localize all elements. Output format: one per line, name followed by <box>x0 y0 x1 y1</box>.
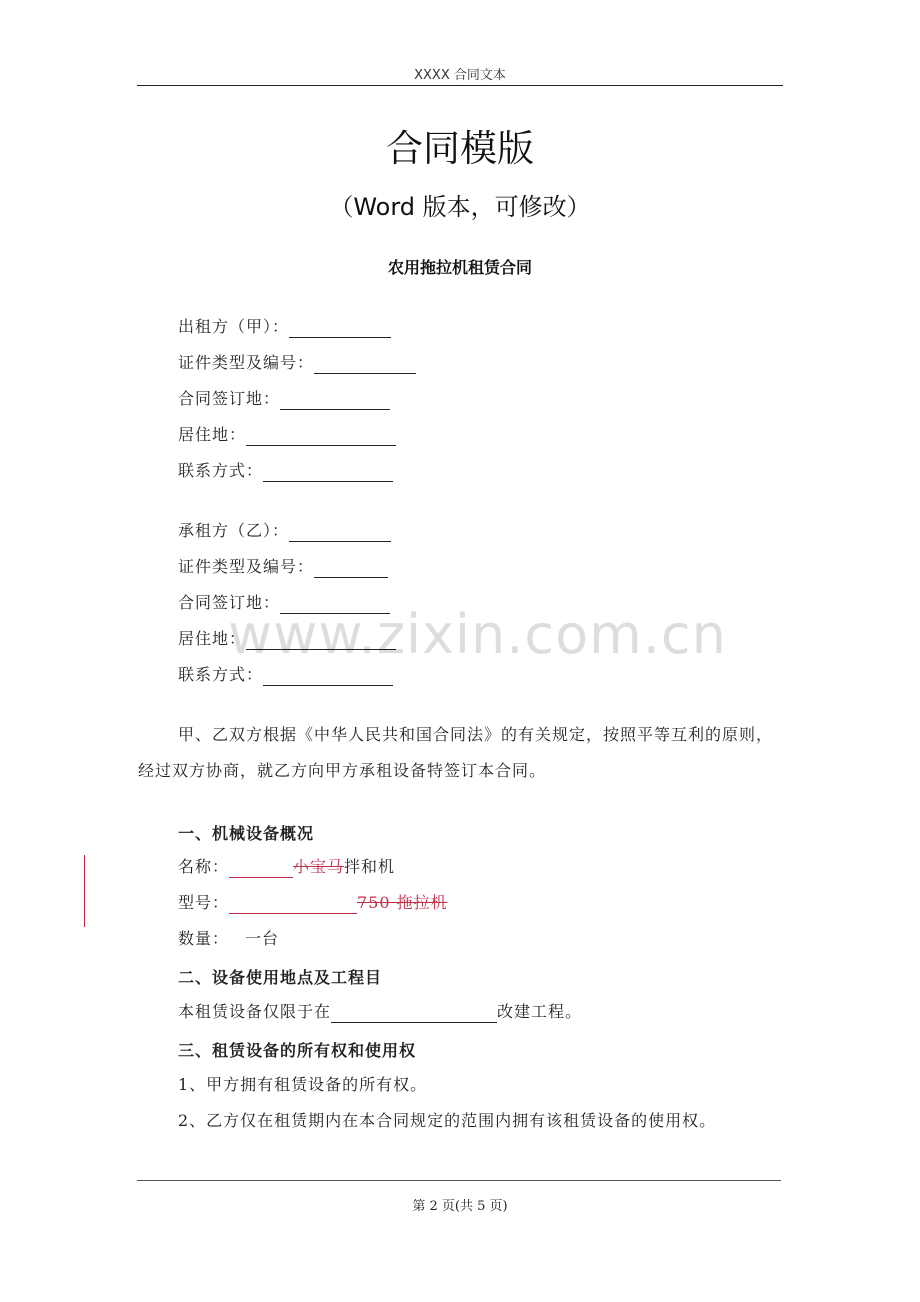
lessor-place-blank[interactable] <box>280 391 390 410</box>
lessee-party-line <box>178 520 391 542</box>
lessor-address-label: 居住地： <box>178 425 247 444</box>
lessee-contact-label: 联系方式： <box>178 665 264 684</box>
lessor-party-blank[interactable] <box>289 319 391 338</box>
lessor-place-line <box>178 388 390 410</box>
equipment-qty-line <box>178 928 279 950</box>
lessee-contact-blank[interactable] <box>263 667 393 686</box>
page-number: 第 2 页(共 5 页) <box>412 1199 508 1214</box>
lessor-contact-label: 联系方式： <box>178 461 264 480</box>
usage-text-before: 本租赁设备仅限于在 <box>178 1002 332 1021</box>
equipment-name-value: 拌和机 <box>344 857 396 876</box>
contract-title: 农用拖拉机租赁合同 <box>387 258 532 277</box>
usage-location-blank[interactable] <box>331 1004 497 1023</box>
equipment-model-deleted: 750 拖拉机 <box>357 893 448 912</box>
equipment-model-line <box>178 892 448 914</box>
intro-paragraph: 甲、乙双方根据《中华人民共和国合同法》的有关规定，按照平等互利的原则，经过双方协商，就乙方向甲方承租设备特签订本合同。 <box>138 725 774 780</box>
section3-heading: 三、租赁设备的所有权和使用权 <box>178 1041 417 1060</box>
lessee-party-blank[interactable] <box>289 523 391 542</box>
lessee-id-label: 证件类型及编号： <box>178 557 315 576</box>
lessee-party-label: 承租方（乙）： <box>178 521 290 540</box>
lessor-contact-blank[interactable] <box>263 463 393 482</box>
lessee-id-blank[interactable] <box>314 559 388 578</box>
lessor-contact-line <box>178 460 393 482</box>
lessor-party-label: 出租方（甲）： <box>178 317 290 336</box>
section2-heading: 二、设备使用地点及工程目 <box>178 968 383 987</box>
lessee-place-label: 合同签订地： <box>178 593 281 612</box>
equipment-qty-value: 一台 <box>245 929 280 948</box>
equipment-model-blank[interactable] <box>229 895 357 914</box>
lessor-address-blank[interactable] <box>246 427 396 446</box>
ownership-item-2: 2、乙方仅在租赁期内在本合同规定的范围内拥有该租赁设备的使用权。 <box>178 1111 717 1130</box>
document-heading: 合同模版 <box>386 127 534 170</box>
lessor-address-line <box>178 424 396 446</box>
page-header: XXXX 合同文本 <box>414 68 506 83</box>
equipment-name-deleted: 小宝马 <box>293 857 345 876</box>
lessor-place-label: 合同签订地： <box>178 389 281 408</box>
section1-heading: 一、机械设备概况 <box>178 824 315 843</box>
equipment-model-label: 型号： <box>178 893 230 912</box>
equipment-name-blank[interactable] <box>229 859 293 878</box>
document-subheading: （Word 版本，可修改） <box>329 193 591 221</box>
lessee-contact-line <box>178 664 393 686</box>
ownership-item-1: 1、甲方拥有租赁设备的所有权。 <box>178 1075 428 1094</box>
footer-rule <box>137 1180 781 1181</box>
lessor-id-line <box>178 352 416 374</box>
equipment-name-line <box>178 856 395 878</box>
lessee-address-label: 居住地： <box>178 629 247 648</box>
equipment-name-label: 名称： <box>178 857 230 876</box>
lessor-id-label: 证件类型及编号： <box>178 353 315 372</box>
lessor-id-blank[interactable] <box>314 355 416 374</box>
usage-text-after: 改建工程。 <box>497 1002 583 1021</box>
header-rule <box>137 85 783 86</box>
lessee-id-line <box>178 556 388 578</box>
watermark: www.zixin.com.cn <box>228 603 727 666</box>
lessor-party-line <box>178 316 391 338</box>
usage-location-line <box>178 1001 582 1023</box>
equipment-qty-label: 数量： <box>178 929 230 948</box>
revision-change-bar <box>84 855 85 927</box>
